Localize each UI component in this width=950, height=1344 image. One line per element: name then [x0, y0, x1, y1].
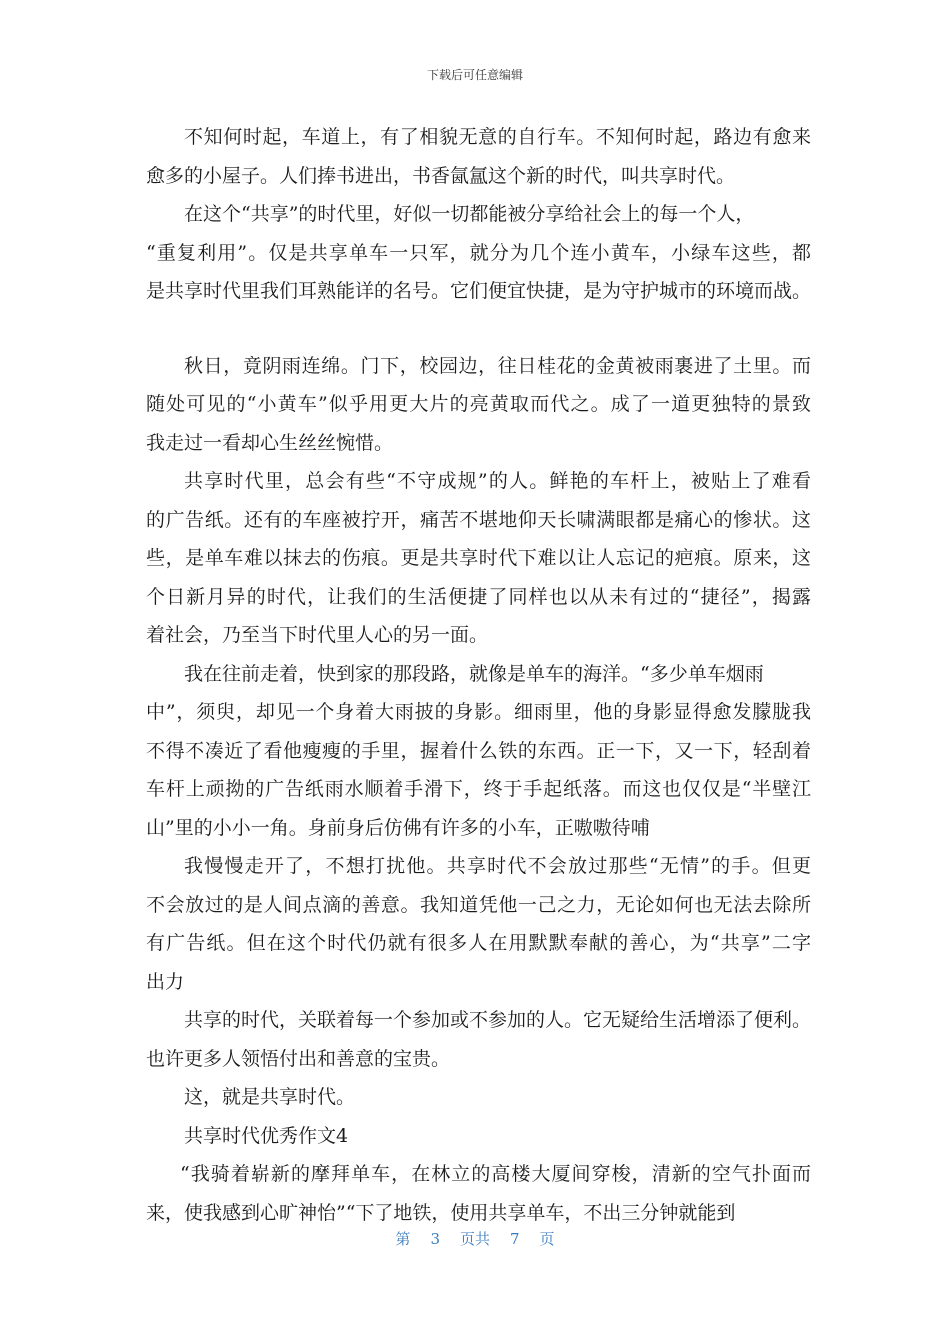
text-line: 个日新月异的时代，让我们的生活便捷了同样也以从未有过的“捷径”，揭露 — [146, 585, 811, 608]
text-line: 来，使我感到心旷神怡”“下了地铁，使用共享单车，不出三分钟就能到 — [146, 1201, 736, 1224]
text-line: 共享时代优秀作文4 — [184, 1124, 349, 1147]
text-line: 我走过一看却心生丝丝惋惜。 — [146, 431, 394, 454]
text-line: 秋日，竟阴雨连绵。门下，校园边，往日桂花的金黄被雨裹进了土里。而 — [184, 354, 811, 377]
text-line: 是共享时代里我们耳熟能详的名号。它们便宜快捷，是为守护城市的环境而战。 — [146, 280, 812, 302]
text-line: 我在往前走着，快到家的那段路，就像是单车的海洋。“多少单车烟雨 — [184, 662, 764, 685]
text-line: 山”里的小小一角。身前身后仿佛有许多的小车，正嗷嗷待哺 — [146, 816, 650, 839]
paragraph-9 — [146, 1155, 811, 1232]
text-line: 我慢慢走开了，不想打扰他。共享时代不会放过那些“无情”的手。但更 — [184, 855, 811, 877]
text-line: 着社会，乃至当下时代里人心的另一面。 — [146, 624, 489, 646]
paragraph-7 — [146, 1001, 811, 1078]
text-line: 共享时代里，总会有些“不守成规”的人。鲜艳的车杆上，被贴上了难看 — [184, 470, 811, 492]
section-heading — [146, 1117, 811, 1156]
text-line: 出力 — [146, 970, 185, 993]
page-middle: 页共 — [459, 1230, 490, 1248]
paragraph-5 — [146, 655, 811, 848]
text-line: 不会放过的是人间点滴的善意。我知道凭他一己之力，无论如何也无法去除所 — [146, 893, 811, 916]
text-line: 在这个“共享”的时代里，好似一切都能被分享给社会上的每一个人， — [184, 203, 755, 225]
paragraph-gap — [146, 311, 811, 347]
page-number-footer — [0, 1228, 950, 1249]
text-line: 这，就是共享时代。 — [184, 1086, 356, 1108]
page-header-note: 下载后可任意编辑 — [426, 68, 523, 82]
text-line: “重复利用”。仅是共享单车一只军，就分为几个连小黄车，小绿车这些，都 — [146, 241, 811, 264]
page-prefix: 第 — [395, 1230, 411, 1248]
text-line: 车杆上顽拗的广告纸雨水顺着手滑下，终于手起纸落。而这也仅仅是“半壁江 — [146, 778, 811, 800]
text-line: 不得不凑近了看他瘦瘦的手里，握着什么铁的东西。正一下，又一下，轻刮着 — [146, 739, 811, 762]
paragraph-1 — [146, 118, 811, 195]
text-line: 有广告纸。但在这个时代仍就有很多人在用默默奉献的善心，为“共享”二字 — [146, 932, 811, 954]
text-line: 共享的时代，关联着每一个参加或不参加的人。它无疑给生活增添了便利。 — [184, 1009, 812, 1031]
document-body — [146, 118, 811, 1232]
page-current: 3 — [430, 1230, 440, 1248]
paragraph-8 — [146, 1078, 811, 1117]
page-suffix: 页 — [539, 1230, 555, 1248]
text-line: 不知何时起，车道上，有了相貌无意的自行车。不知何时起，路边有愈来 — [184, 126, 811, 148]
paragraph-4 — [146, 462, 811, 655]
text-line: “我骑着崭新的摩拜单车，在林立的高楼大厦间穿梭，清新的空气扑面而 — [180, 1163, 811, 1185]
paragraph-3 — [146, 347, 811, 463]
paragraph-2 — [146, 195, 811, 311]
text-line: 愈多的小屋子。人们捧书进出，书香氤氲这个新的时代，叫共享时代。 — [146, 164, 736, 187]
text-line: 中”，须臾，却见一个身着大雨披的身影。细雨里，他的身影显得愈发朦胧我 — [146, 701, 811, 723]
paragraph-6 — [146, 847, 811, 1001]
text-line: 随处可见的“小黄车”似乎用更大片的亮黄取而代之。成了一道更独特的景致 — [146, 393, 811, 415]
text-line: 的广告纸。还有的车座被拧开，痛苦不堪地仰天长啸满眼都是痛心的惨状。这 — [146, 508, 811, 531]
page-total: 7 — [510, 1230, 520, 1248]
text-line: 些，是单车难以抹去的伤痕。更是共享时代下难以让人忘记的疤痕。原来，这 — [146, 547, 811, 569]
text-line: 也许更多人领悟付出和善意的宝贵。 — [146, 1047, 451, 1070]
